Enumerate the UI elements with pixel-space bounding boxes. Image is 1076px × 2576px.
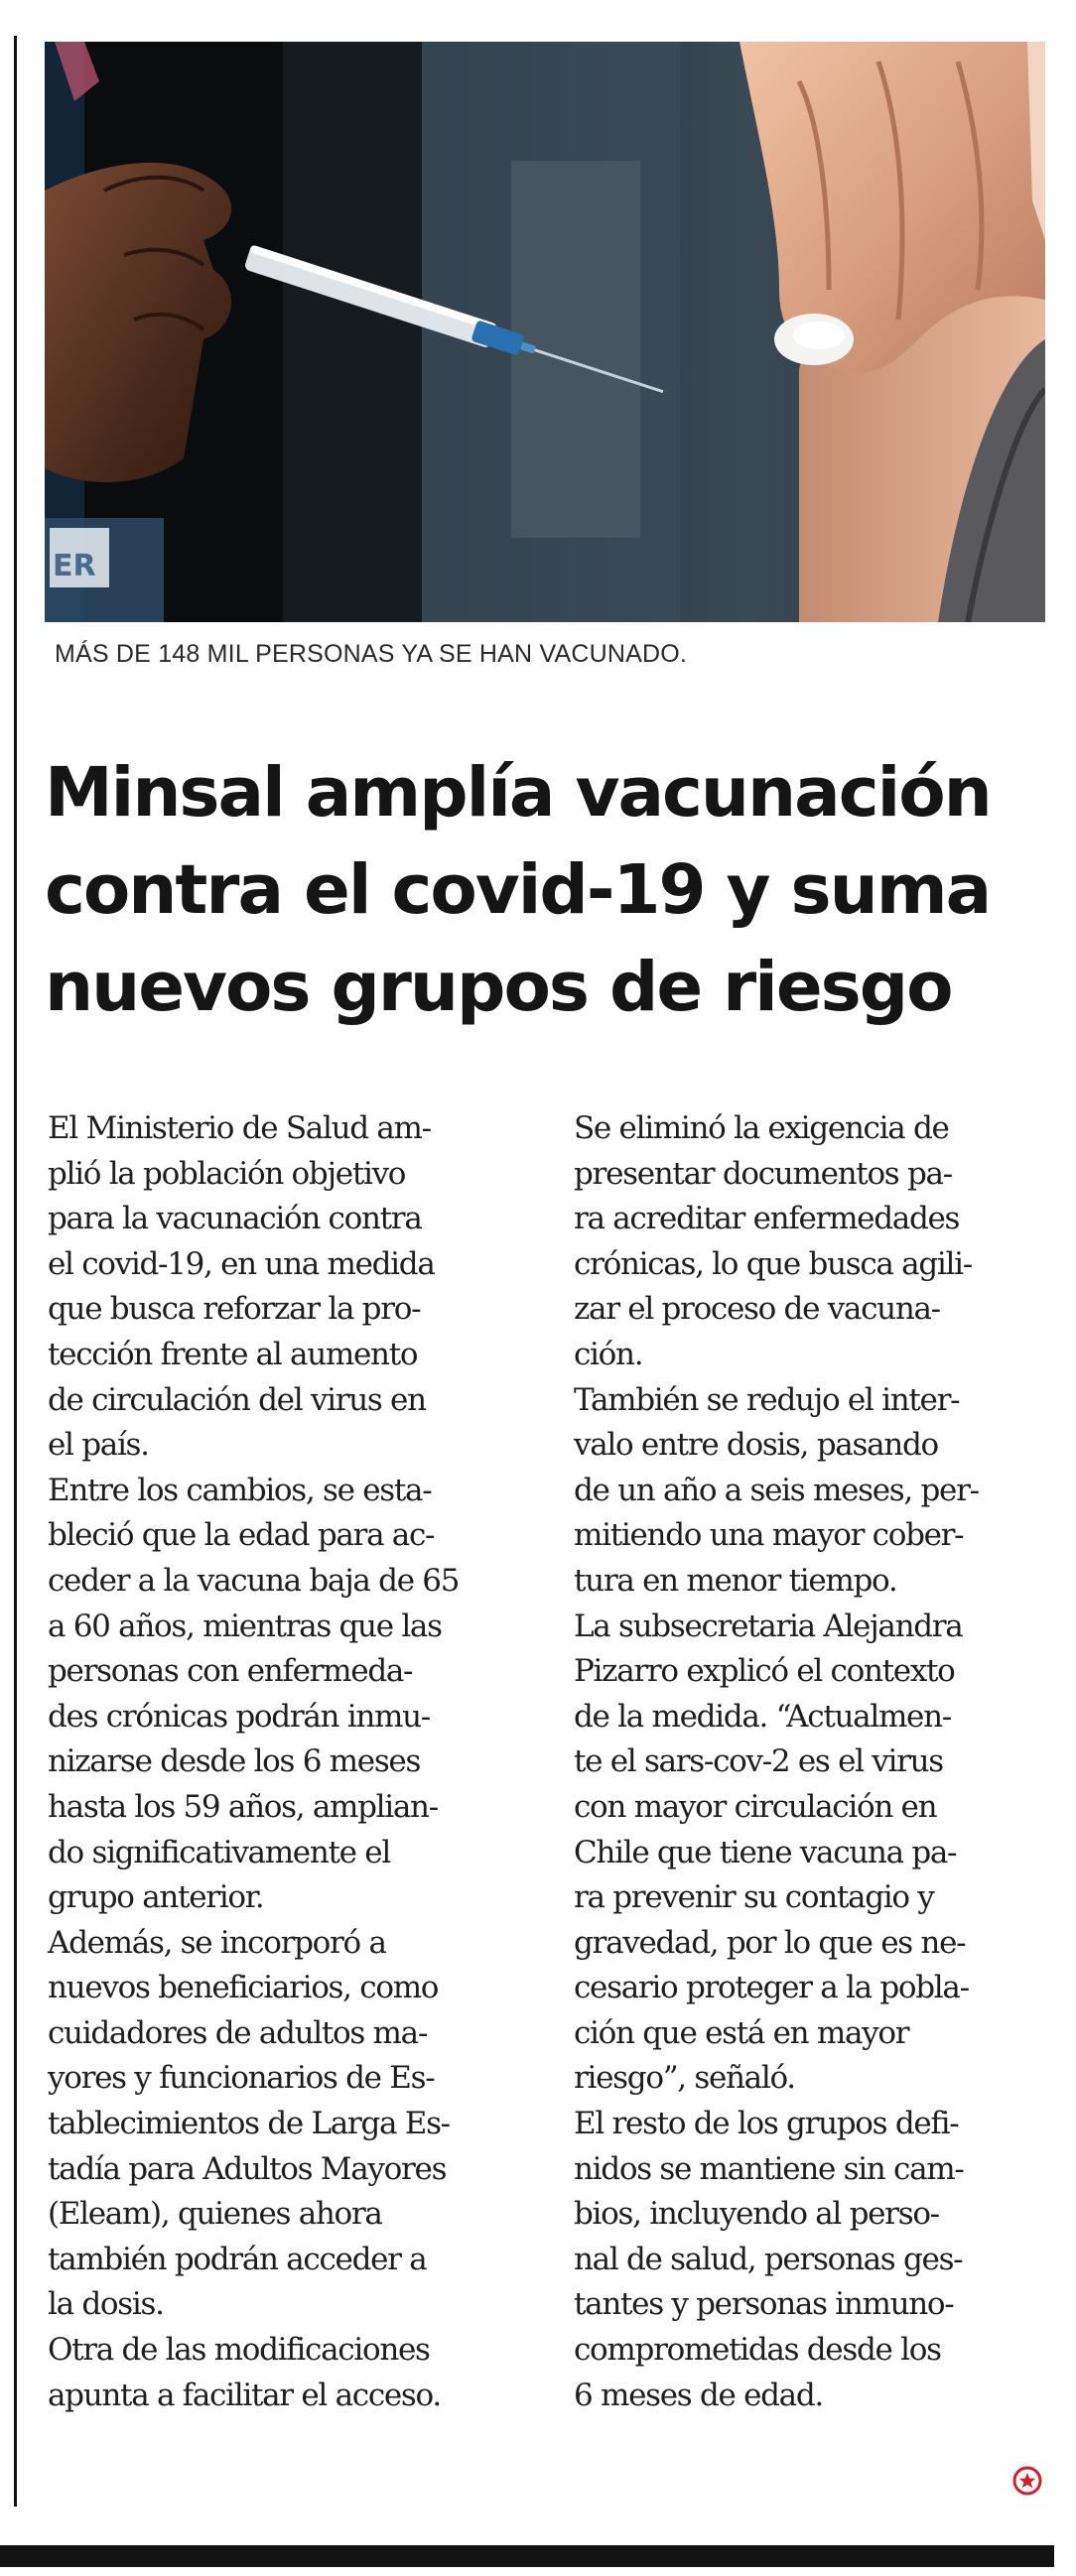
- body-line: (Eleam), quienes ahora: [48, 2196, 382, 2233]
- body-line: 6 meses de edad.: [574, 2377, 823, 2413]
- body-line: gravedad, por lo que es ne-: [574, 1924, 966, 1961]
- body-line: tadía para Adultos Mayores: [48, 2150, 447, 2187]
- body-line: ción que está en mayor: [574, 2014, 909, 2051]
- body-line: plió la población objetivo: [48, 1155, 406, 1192]
- body-line: a 60 años, mientras que las: [48, 1608, 442, 1644]
- body-line: cuidadores de adultos ma-: [48, 2014, 427, 2051]
- body-line: cesario proteger a la pobla-: [574, 1970, 969, 2006]
- body-line: bleció que la edad para ac-: [48, 1517, 435, 1554]
- body-line: do significativamente el: [48, 1834, 390, 1870]
- body-line: El resto de los grupos defi-: [574, 2106, 959, 2142]
- badge-text: ER: [53, 549, 96, 583]
- body-line: que busca reforzar la pro-: [48, 1291, 421, 1328]
- body-line: Se eliminó la exigencia de: [574, 1110, 949, 1146]
- body-line: ra prevenir su contagio y: [574, 1879, 934, 1916]
- body-line: crónicas, lo que busca agili-: [574, 1245, 972, 1282]
- body-line: des crónicas podrán inmu-: [48, 1698, 430, 1735]
- body-line: También se redujo el inter-: [574, 1381, 960, 1418]
- photo-caption: MÁS DE 148 MIL PERSONAS YA SE HAN VACUNADO.: [55, 640, 688, 668]
- body-line: Además, se incorporó a: [48, 1924, 386, 1961]
- article-headline: [45, 744, 1047, 1036]
- body-line: ceder a la vacuna baja de 65: [48, 1562, 460, 1599]
- body-line: comprometidas desde los: [574, 2332, 941, 2369]
- article-body-left-column: [48, 1106, 524, 2418]
- body-line: grupo anterior.: [48, 1879, 264, 1916]
- body-line: apunta a facilitar el acceso.: [48, 2377, 441, 2413]
- body-line: Entre los cambios, se esta-: [48, 1472, 432, 1508]
- body-line: el país.: [48, 1427, 149, 1464]
- body-line: valo entre dosis, pasando: [574, 1427, 938, 1464]
- body-line: ra acreditar enfermedades: [574, 1201, 960, 1237]
- body-line: te el sars-cov-2 es el virus: [574, 1743, 943, 1780]
- body-line: tantes y personas inmuno-: [574, 2286, 954, 2323]
- body-line: hasta los 59 años, amplian-: [48, 1788, 438, 1825]
- body-line: Chile que tiene vacuna pa-: [574, 1834, 957, 1870]
- body-line: yores y funcionarios de Es-: [48, 2060, 435, 2097]
- body-line: personas con enfermeda-: [48, 1653, 413, 1690]
- body-line: nidos se mantiene sin cam-: [574, 2150, 964, 2187]
- body-line: Otra de las modificaciones: [48, 2332, 430, 2369]
- bottom-rule: [0, 2545, 1054, 2567]
- body-line: riesgo”, señaló.: [574, 2060, 795, 2097]
- body-line: con mayor circulación en: [574, 1788, 937, 1825]
- body-line: tección frente al aumento: [48, 1336, 418, 1372]
- article-body-right-column: [574, 1106, 1050, 2418]
- body-line: Pizarro explicó el contexto: [574, 1653, 955, 1690]
- body-line: también podrán acceder a: [48, 2241, 427, 2277]
- headline-line: nuevos grupos de riesgo: [45, 948, 952, 1027]
- body-line: La subsecretaria Alejandra: [574, 1608, 963, 1644]
- body-line: para la vacunación contra: [48, 1201, 422, 1237]
- headline-line: Minsal amplía vacunación: [45, 753, 991, 833]
- body-line: el covid-19, en una medida: [48, 1245, 435, 1282]
- body-line: nizarse desde los 6 meses: [48, 1743, 421, 1780]
- body-line: de la medida. “Actualmen-: [574, 1698, 951, 1735]
- body-line: tura en menor tiempo.: [574, 1562, 897, 1599]
- body-line: presentar documentos pa-: [574, 1155, 952, 1192]
- left-column-rule: [14, 36, 17, 2507]
- body-line: ción.: [574, 1336, 643, 1372]
- body-line: nal de salud, personas ges-: [574, 2241, 963, 2277]
- body-line: bios, incluyendo al perso-: [574, 2196, 939, 2233]
- body-line: nuevos beneficiarios, como: [48, 1970, 439, 2006]
- body-line: de circulación del virus en: [48, 1381, 426, 1418]
- end-of-article-star-icon: [1012, 2466, 1042, 2496]
- body-line: de un año a seis meses, per-: [574, 1472, 979, 1508]
- body-line: El Ministerio de Salud am-: [48, 1110, 431, 1146]
- body-line: zar el proceso de vacuna-: [574, 1291, 940, 1328]
- body-line: tablecimientos de Larga Es-: [48, 2106, 450, 2142]
- body-line: la dosis.: [48, 2286, 164, 2323]
- headline-line: contra el covid-19 y suma: [45, 850, 991, 930]
- body-line: mitiendo una mayor cober-: [574, 1517, 964, 1554]
- vaccination-photo: [45, 42, 1045, 622]
